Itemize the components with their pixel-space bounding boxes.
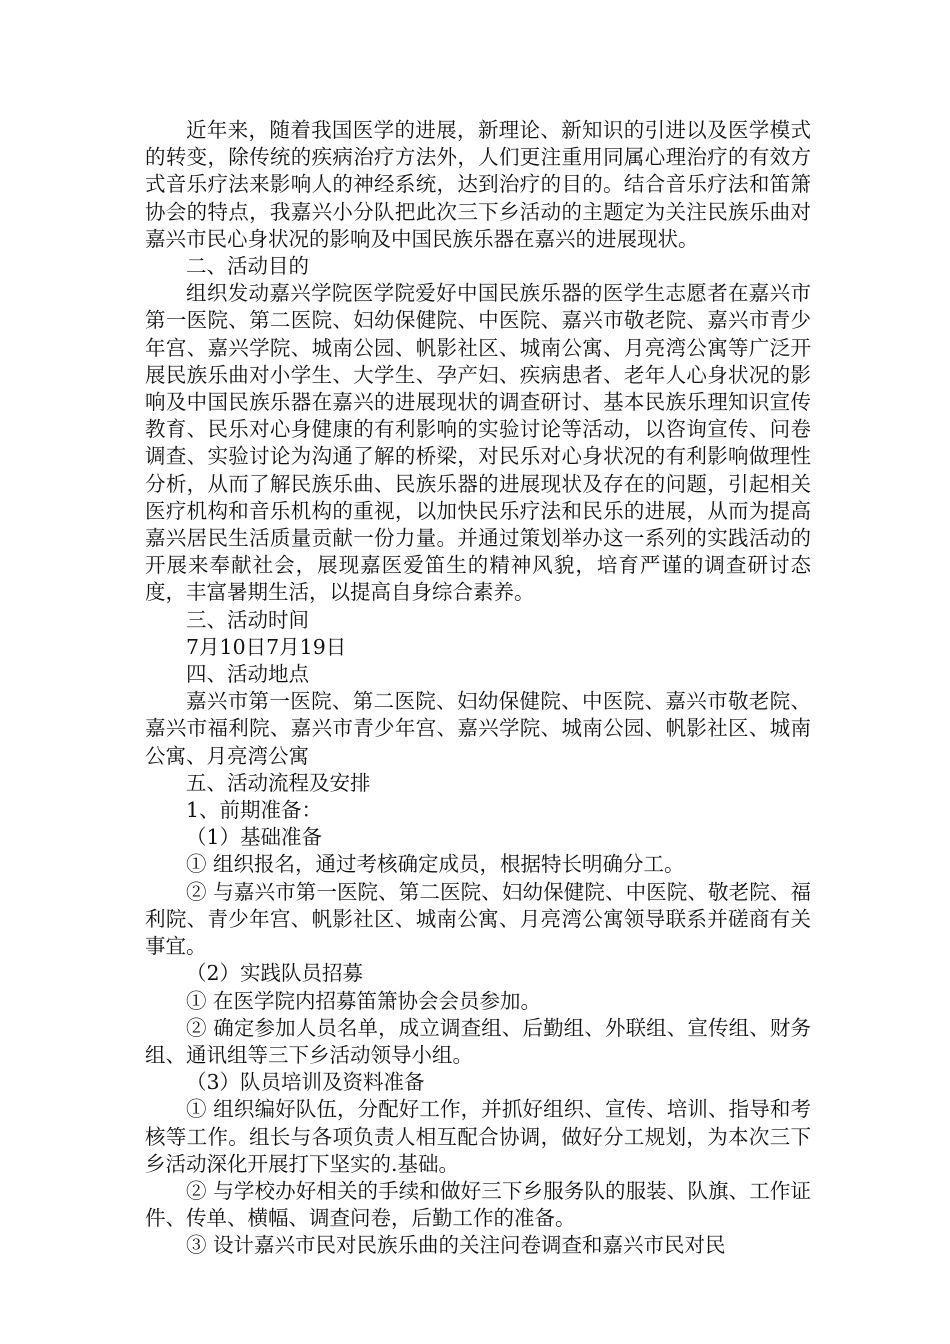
- document-body: [145, 117, 811, 1260]
- section-heading-purpose: 二、活动目的: [186, 254, 309, 279]
- list-item: ② 确定参加人员名单，成立调查组、后勤组、外联组、宣传组、财务组、通讯组等三下乡活动领导小组。: [145, 1015, 811, 1067]
- subheading-recruit: （2）实践队员招募: [186, 961, 364, 986]
- list-item: ② 与学校办好相关的手续和做好三下乡服务队的服装、队旗、工作证件、传单、横幅、调查问卷，后勤工作的准备。: [145, 1178, 811, 1231]
- section-heading-process: 五、活动流程及安排: [186, 770, 371, 795]
- section-heading-time: 三、活动时间: [186, 607, 309, 632]
- subheading-basic: （1）基础准备: [186, 825, 323, 850]
- list-item: ② 与嘉兴市第一医院、第二医院、妇幼保健院、中医院、敬老院、福利院、青少年宫、帆影社区、城南公寓、月亮湾公寓领导联系并磋商有关事宜。: [145, 879, 811, 959]
- list-item: ③ 设计嘉兴市民对民族乐曲的关注问卷调查和嘉兴市民对民: [186, 1233, 726, 1258]
- purpose-paragraph: 组织发动嘉兴学院医学院爱好中国民族乐器的医学生志愿者在嘉兴市第一医院、第二医院、妇幼保健院、中医院、嘉兴市敬老院、嘉兴市青少年宫、嘉兴学院、城南公园、帆影社区、城南公寓、月亮湾公寓等广泛开展民族乐曲对小学生、大学生、孕产妇、疾病患者、老年人心身状况的影响及中国民族乐器在嘉兴的进展现状的调查研讨、基本民族乐理知识宣传教育、民乐对心身健康的有利影响的实验讨论等活动，以咨询宣传、问卷调查、实验讨论为沟通了解的桥梁，对民乐对心身状况的有利影响做理性分析，从而了解民族乐曲、民族乐器的进展现状及存在的问题，引起相关医疗机构和音乐机构的重视，以加快民乐疗法和民乐的进展，从而为提高嘉兴居民生活质量贡献一份力量。并通过策划举办这一系列的实践活动的开展来奉献社会，展现嘉医爱笛生的精神风貌，培育严谨的调查研讨态度，丰富暑期生活，以提高自身综合素养。: [145, 281, 811, 605]
- subheading-preparation: 1、前期准备：: [186, 798, 323, 823]
- time-paragraph: 7月10日7月19日: [186, 634, 347, 659]
- list-item: ① 组织编好队伍，分配好工作，并抓好组织、宣传、培训、指导和考核等工作。组长与各项负责人相互配合协调，做好分工规划，为本次三下乡活动深化开展打下坚实的.基础。: [145, 1097, 811, 1176]
- location-paragraph: 嘉兴市第一医院、第二医院、妇幼保健院、中医院、嘉兴市敬老院、嘉兴市福利院、嘉兴市青少年宫、嘉兴学院、城南公园、帆影社区、城南公寓、月亮湾公寓: [145, 689, 811, 768]
- intro-paragraph: 近年来，随着我国医学的进展，新理论、新知识的引进以及医学模式的转变，除传统的疾病治疗方法外，人们更注重用同属心理治疗的有效方式音乐疗法来影响人的神经系统，达到治疗的目的。结合音乐疗法和笛箫协会的特点，我嘉兴小分队把此次三下乡活动的主题定为关注民族乐曲对嘉兴市民心身状况的影响及中国民族乐器在嘉兴的进展现状。: [145, 118, 811, 251]
- list-item: ① 在医学院内招募笛箫协会会员参加。: [186, 988, 542, 1013]
- section-heading-location: 四、活动地点: [186, 662, 309, 687]
- list-item: ① 组织报名，通过考核确定成员，根据特长明确分工。: [186, 852, 685, 877]
- subheading-training: （3）队员培训及资料准备: [186, 1070, 425, 1095]
